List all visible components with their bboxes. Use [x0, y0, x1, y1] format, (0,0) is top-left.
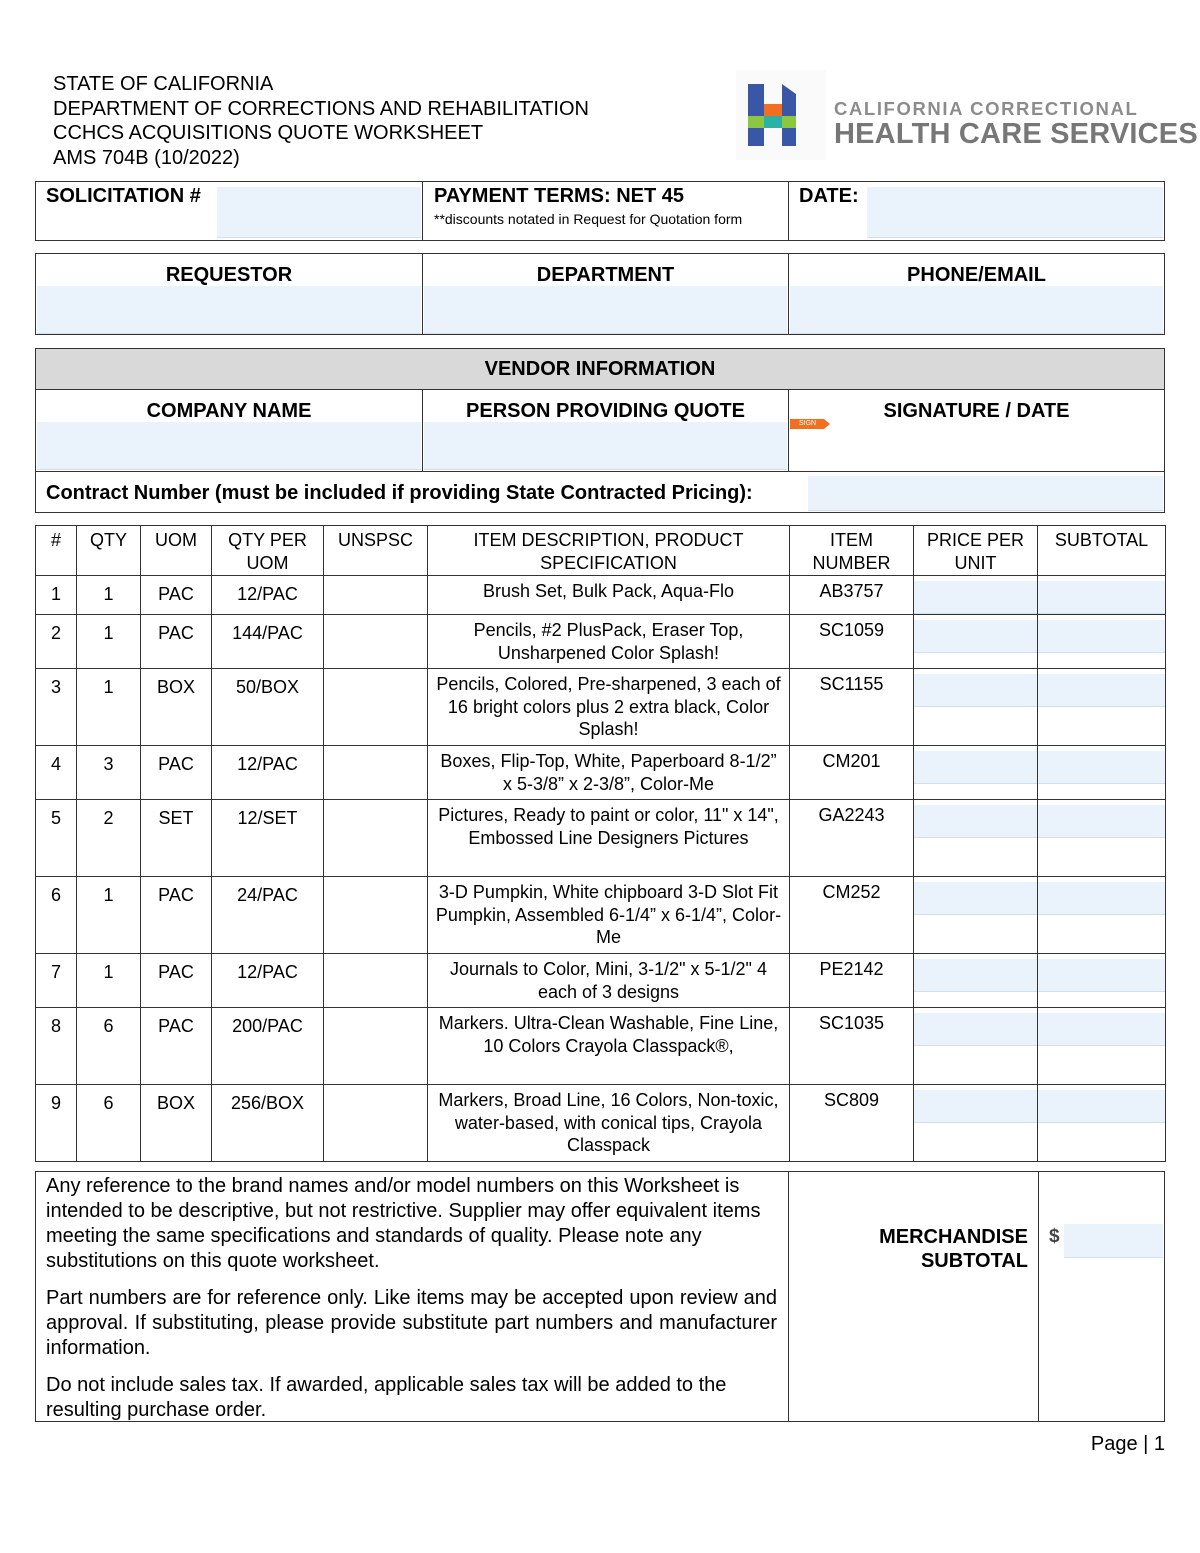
logo-text-line1: CALIFORNIA CORRECTIONAL	[834, 98, 1139, 119]
row-uom: PAC	[141, 576, 212, 615]
table-row	[36, 954, 1166, 1008]
row-description: Markers, Broad Line, 16 Colors, Non-toxic, water-based, with conical tips, Crayola Classpack	[428, 1085, 790, 1162]
price-per-unit-field[interactable]	[914, 751, 1037, 784]
company-name-field[interactable]	[37, 422, 421, 470]
subtotal-field[interactable]	[1038, 620, 1165, 653]
row-item-number: SC1155	[790, 669, 914, 746]
row-number: 5	[36, 800, 77, 877]
header-item-description: ITEM DESCRIPTION, PRODUCT SPECIFICATION	[428, 526, 790, 576]
row-subtotal-cell	[1038, 576, 1166, 615]
row-uom: PAC	[141, 954, 212, 1008]
row-item-number: PE2142	[790, 954, 914, 1008]
row-unspsc	[324, 576, 428, 615]
row-unspsc	[324, 746, 428, 800]
header-unspsc: UNSPSC	[324, 526, 428, 576]
row-qty: 1	[77, 615, 141, 669]
row-qty-per-uom: 256/BOX	[212, 1085, 324, 1162]
row-subtotal-cell	[1038, 1085, 1166, 1162]
row-unspsc	[324, 1008, 428, 1085]
row-description: Brush Set, Bulk Pack, Aqua-Flo	[428, 576, 790, 615]
row-description: Markers. Ultra-Clean Washable, Fine Line, 10 Colors Crayola Classpack®,	[428, 1008, 790, 1085]
cchcs-logo-icon	[736, 70, 826, 160]
row-price-cell	[914, 1008, 1038, 1085]
row-price-cell	[914, 669, 1038, 746]
table-header-row	[36, 526, 1166, 576]
header-qty-per-uom: QTY PER UOM	[212, 526, 324, 576]
row-unspsc	[324, 1085, 428, 1162]
row-number: 3	[36, 669, 77, 746]
row-qty: 1	[77, 576, 141, 615]
date-field[interactable]	[867, 187, 1163, 238]
row-description: Pictures, Ready to paint or color, 11" x 14", Embossed Line Designers Pictures	[428, 800, 790, 877]
header-num: #	[36, 526, 77, 576]
price-per-unit-field[interactable]	[914, 620, 1037, 653]
row-qty: 6	[77, 1008, 141, 1085]
solicitation-field[interactable]	[217, 187, 421, 238]
note-sales-tax: Do not include sales tax. If awarded, applicable sales tax will be added to the resulting purchase order.	[46, 1374, 727, 1421]
cchcs-logo	[736, 70, 1198, 160]
row-number: 8	[36, 1008, 77, 1085]
row-number: 4	[36, 746, 77, 800]
solicitation-label: SOLICITATION #	[46, 185, 201, 207]
table-row	[36, 746, 1166, 800]
row-qty-per-uom: 24/PAC	[212, 877, 324, 954]
requestor-label: REQUESTOR	[165, 264, 293, 286]
row-subtotal-cell	[1038, 746, 1166, 800]
row-subtotal-cell	[1038, 669, 1166, 746]
department-label: DEPARTMENT	[536, 264, 675, 286]
header-subtotal: SUBTOTAL	[1038, 526, 1166, 576]
note-part-numbers: Part numbers are for reference only. Like items may be accepted upon review and approval. If substituting, please provide substitute part numbers and manufacturer information.	[46, 1287, 777, 1359]
price-per-unit-field[interactable]	[914, 805, 1037, 838]
row-number: 1	[36, 576, 77, 615]
row-qty-per-uom: 144/PAC	[212, 615, 324, 669]
subtotal-field[interactable]	[1038, 751, 1165, 784]
currency-symbol: $	[1049, 1226, 1060, 1247]
row-qty: 1	[77, 669, 141, 746]
row-description: 3-D Pumpkin, White chipboard 3-D Slot Fit Pumpkin, Assembled 6-1/4” x 6-1/4”, Color-Me	[428, 877, 790, 954]
table-row	[36, 1008, 1166, 1085]
sign-tag-text: SIGN	[799, 420, 817, 427]
person-providing-quote-field[interactable]	[424, 422, 787, 470]
row-subtotal-cell	[1038, 1008, 1166, 1085]
divider	[1038, 1171, 1039, 1422]
signature-date-label: SIGNATURE / DATE	[883, 400, 1070, 422]
price-per-unit-field[interactable]	[914, 959, 1037, 992]
sign-here-tag[interactable]	[790, 419, 830, 429]
row-qty: 6	[77, 1085, 141, 1162]
row-uom: PAC	[141, 1008, 212, 1085]
requestor-field[interactable]	[37, 286, 421, 334]
divider	[788, 1171, 789, 1422]
table-row	[36, 800, 1166, 877]
divider	[422, 181, 423, 241]
payment-terms-label: PAYMENT TERMS: NET 45	[434, 185, 685, 207]
date-label: DATE:	[799, 185, 859, 207]
row-number: 6	[36, 877, 77, 954]
header-uom: UOM	[141, 526, 212, 576]
price-per-unit-field[interactable]	[914, 581, 1037, 614]
note-brand-names: Any reference to the brand names and/or model numbers on this Worksheet is intended to be descriptive, but not restrictive. Supplier may offer equivalent items meeting the same specifications and standards of quality. Please note any substitutions on this quote worksheet.	[46, 1175, 761, 1272]
row-price-cell	[914, 800, 1038, 877]
row-uom: BOX	[141, 1085, 212, 1162]
table-row	[36, 1085, 1166, 1162]
row-uom: PAC	[141, 877, 212, 954]
logo-text-line2: HEALTH CARE SERVICES	[834, 118, 1198, 150]
worksheet-notes	[46, 1174, 777, 1435]
contract-number-field[interactable]	[808, 476, 1163, 511]
table-row	[36, 615, 1166, 669]
phone-email-field[interactable]	[790, 286, 1163, 334]
row-uom: SET	[141, 800, 212, 877]
contract-number-label: Contract Number (must be included if providing State Contracted Pricing):	[46, 482, 753, 504]
row-item-number: CM201	[790, 746, 914, 800]
items-table	[35, 525, 1166, 1162]
price-per-unit-field[interactable]	[914, 674, 1037, 707]
row-number: 7	[36, 954, 77, 1008]
row-price-cell	[914, 746, 1038, 800]
row-qty: 1	[77, 877, 141, 954]
header-qty: QTY	[77, 526, 141, 576]
row-qty-per-uom: 12/SET	[212, 800, 324, 877]
vendor-information-title: VENDOR INFORMATION	[484, 358, 716, 380]
row-qty-per-uom: 12/PAC	[212, 576, 324, 615]
header-price-per-unit: PRICE PER UNIT	[914, 526, 1038, 576]
row-subtotal-cell	[1038, 954, 1166, 1008]
divider	[35, 471, 1165, 472]
row-unspsc	[324, 877, 428, 954]
row-number: 9	[36, 1085, 77, 1162]
header-form-number: AMS 704B (10/2022)	[53, 146, 240, 169]
header-item-number: ITEM NUMBER	[790, 526, 914, 576]
divider	[788, 181, 789, 241]
subtotal-field[interactable]	[1038, 959, 1165, 992]
payment-terms-note: **discounts notated in Request for Quotation form	[434, 211, 743, 227]
row-price-cell	[914, 576, 1038, 615]
price-per-unit-field[interactable]	[914, 882, 1037, 915]
row-description: Pencils, Colored, Pre-sharpened, 3 each of 16 bright colors plus 2 extra black, Color Splash!	[428, 669, 790, 746]
row-qty: 1	[77, 954, 141, 1008]
subtotal-field[interactable]	[1038, 1090, 1165, 1123]
row-description: Journals to Color, Mini, 3-1/2" x 5-1/2" 4 each of 3 designs	[428, 954, 790, 1008]
row-price-cell	[914, 1085, 1038, 1162]
row-unspsc	[324, 954, 428, 1008]
department-field[interactable]	[424, 286, 787, 334]
row-item-number: CM252	[790, 877, 914, 954]
row-qty: 3	[77, 746, 141, 800]
subtotal-field[interactable]	[1038, 882, 1165, 915]
row-subtotal-cell	[1038, 877, 1166, 954]
person-providing-quote-label: PERSON PROVIDING QUOTE	[466, 400, 745, 422]
row-item-number: AB3757	[790, 576, 914, 615]
table-row	[36, 669, 1166, 746]
subtotal-field[interactable]	[1038, 581, 1165, 614]
table-row	[36, 877, 1166, 954]
row-price-cell	[914, 954, 1038, 1008]
row-uom: PAC	[141, 615, 212, 669]
header-department: DEPARTMENT OF CORRECTIONS AND REHABILITATION	[53, 97, 589, 120]
row-unspsc	[324, 800, 428, 877]
row-number: 2	[36, 615, 77, 669]
row-subtotal-cell	[1038, 615, 1166, 669]
row-price-cell	[914, 877, 1038, 954]
row-item-number: GA2243	[790, 800, 914, 877]
header-worksheet-title: CCHCS ACQUISITIONS QUOTE WORKSHEET	[53, 122, 484, 144]
company-name-label: COMPANY NAME	[146, 400, 312, 422]
row-item-number: SC1059	[790, 615, 914, 669]
price-per-unit-field[interactable]	[914, 1090, 1037, 1123]
row-subtotal-cell	[1038, 800, 1166, 877]
row-unspsc	[324, 615, 428, 669]
merchandise-subtotal-label: MERCHANDISE SUBTOTAL	[879, 1226, 1028, 1272]
subtotal-field[interactable]	[1038, 674, 1165, 707]
row-qty-per-uom: 50/BOX	[212, 669, 324, 746]
row-qty-per-uom: 200/PAC	[212, 1008, 324, 1085]
row-qty: 2	[77, 800, 141, 877]
row-unspsc	[324, 669, 428, 746]
price-per-unit-field[interactable]	[914, 1013, 1037, 1046]
table-row	[36, 576, 1166, 615]
page-number: Page | 1	[1090, 1433, 1165, 1455]
phone-email-label: PHONE/EMAIL	[907, 264, 1046, 286]
merchandise-subtotal-field[interactable]	[1064, 1224, 1163, 1258]
row-item-number: SC1035	[790, 1008, 914, 1085]
row-qty-per-uom: 12/PAC	[212, 954, 324, 1008]
subtotal-field[interactable]	[1038, 805, 1165, 838]
row-uom: PAC	[141, 746, 212, 800]
row-item-number: SC809	[790, 1085, 914, 1162]
row-qty-per-uom: 12/PAC	[212, 746, 324, 800]
header-state: STATE OF CALIFORNIA	[53, 73, 274, 95]
row-price-cell	[914, 615, 1038, 669]
subtotal-field[interactable]	[1038, 1013, 1165, 1046]
row-description: Pencils, #2 PlusPack, Eraser Top, Unsharpened Color Splash!	[428, 615, 790, 669]
row-description: Boxes, Flip-Top, White, Paperboard 8-1/2” x 5-3/8” x 2-3/8”, Color-Me	[428, 746, 790, 800]
form-header	[53, 72, 589, 170]
row-uom: BOX	[141, 669, 212, 746]
